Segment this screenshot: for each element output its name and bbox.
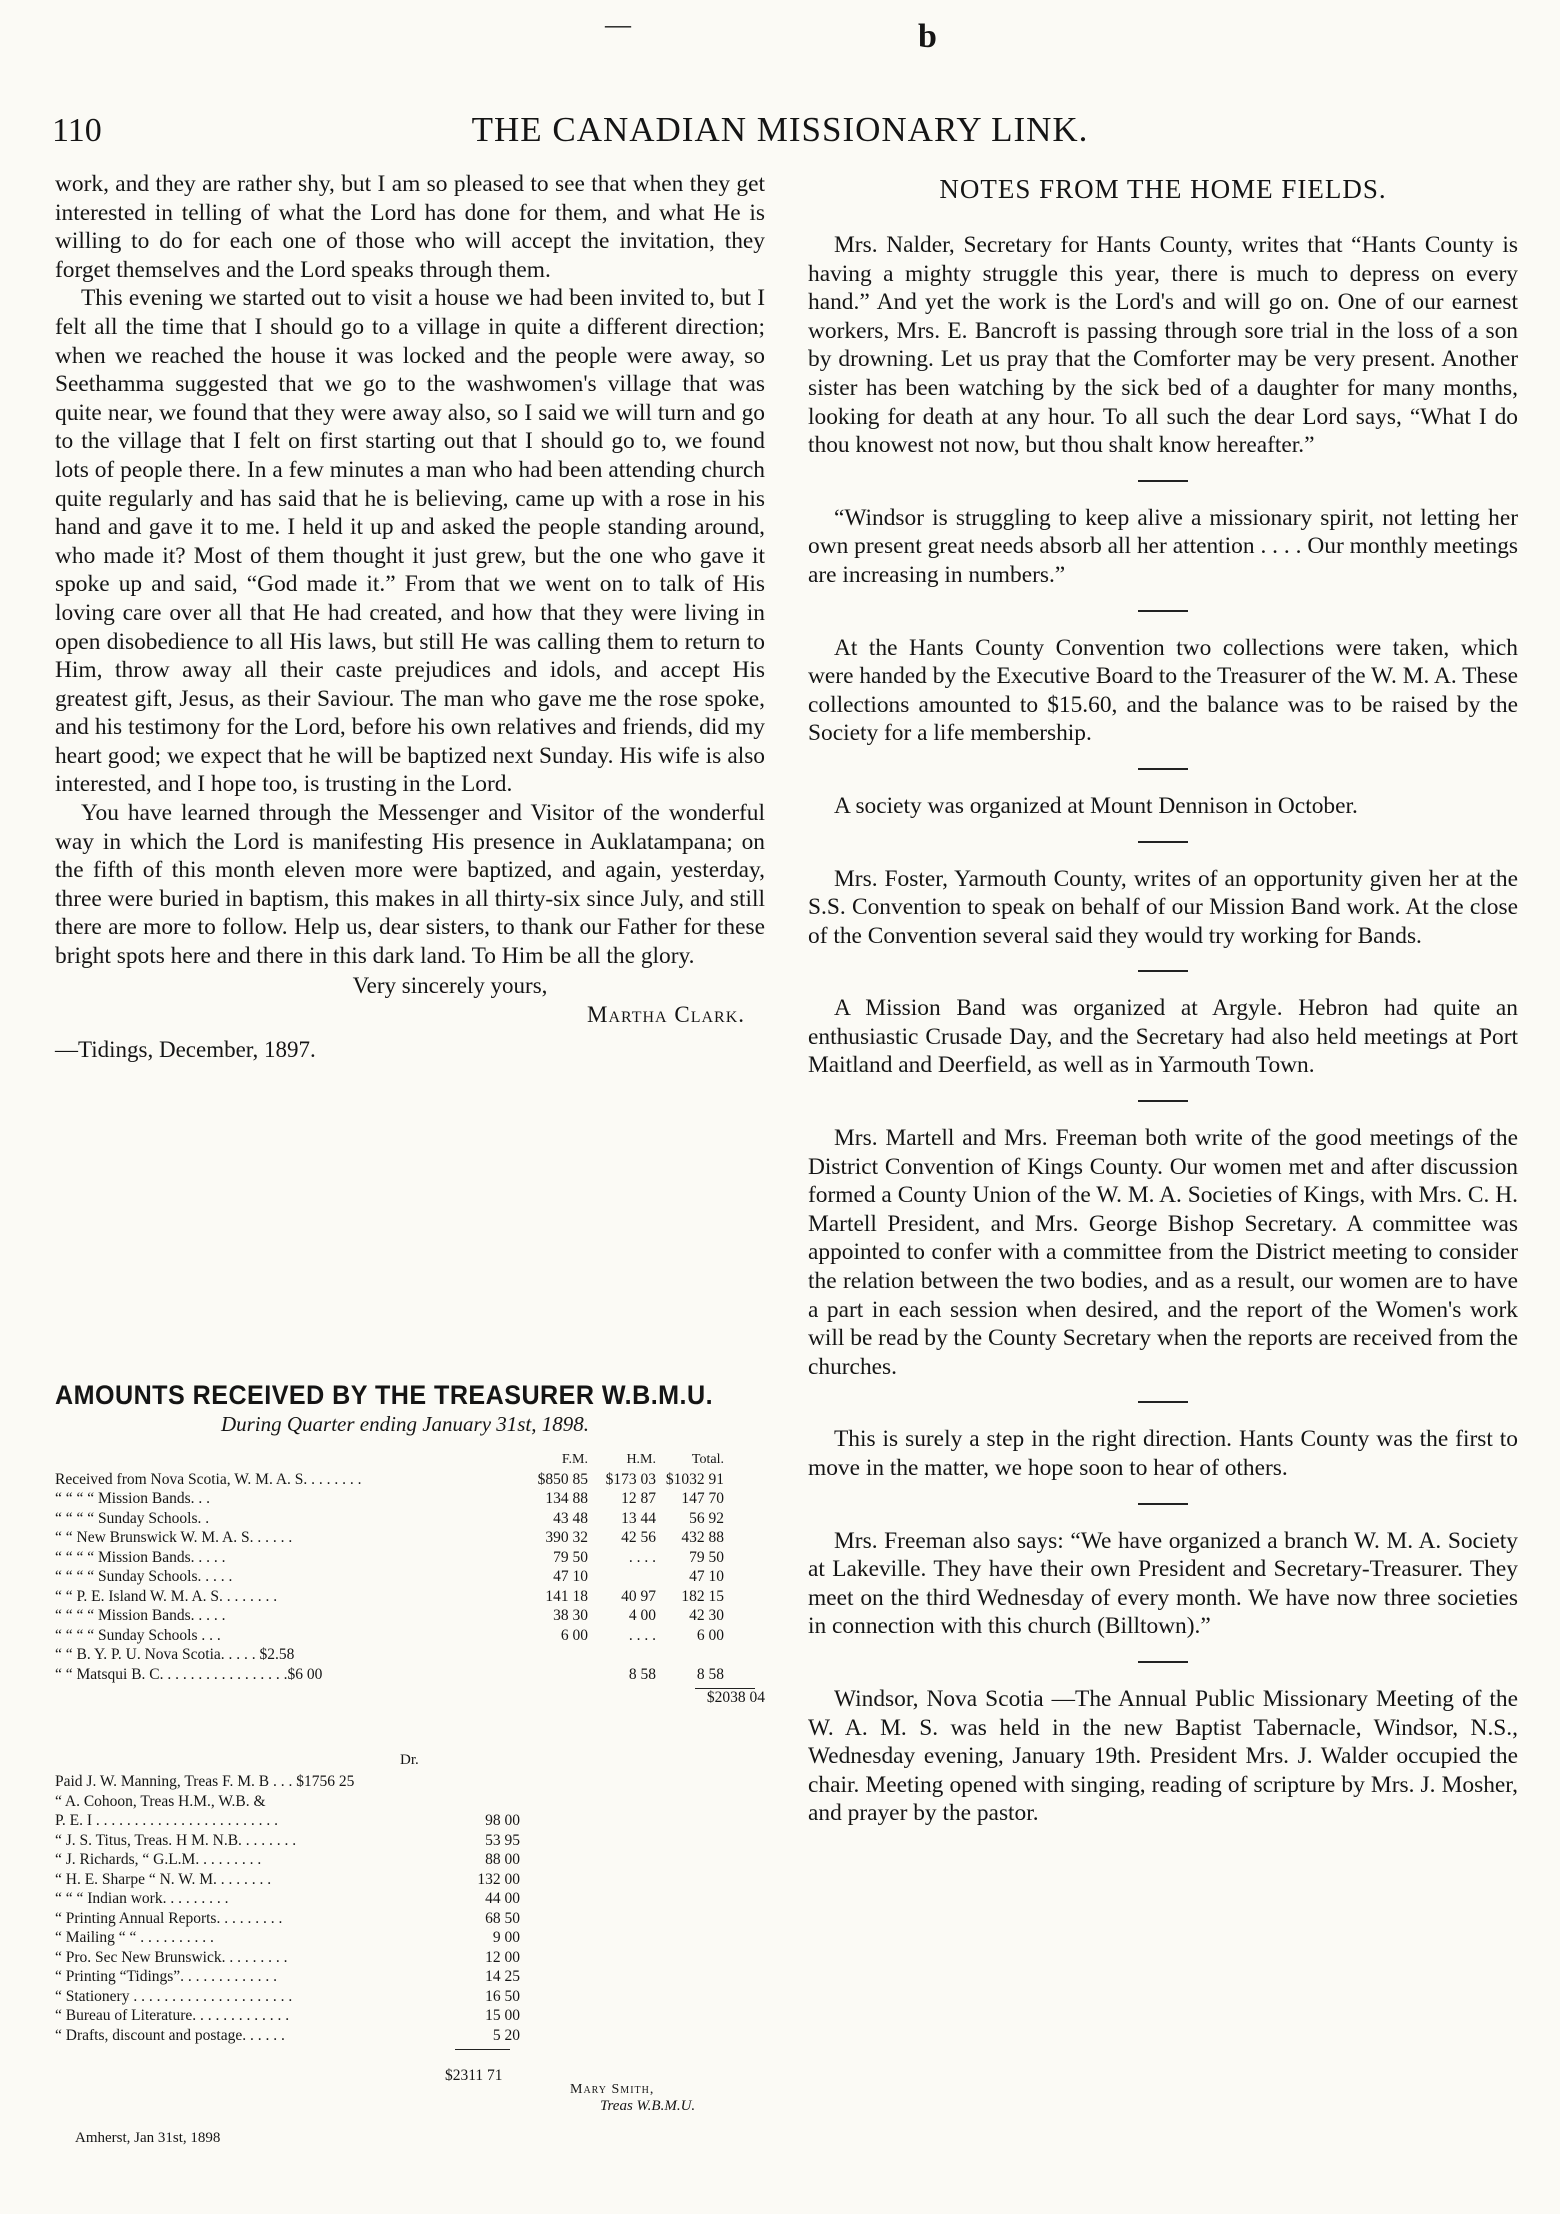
table-row (55, 1948, 555, 1968)
total-cell: 42 30 (689, 1607, 724, 1624)
note-paragraph: Mrs. Martell and Mrs. Freeman both write of the good meetings of the District Convention of Kings County. Our women met and after discussion formed a County Union of the W. M. A. Societies of Kings, with Mrs. C. H. Martell President, and Mrs. George Bishop Secretary. A committee was appointed to confer with a committee from the District meeting to consider the relation between the two bodies, and as a result, our women are to have a part in each session when desired, and the report of the Women's work will be read by the County Secretary when the reports are received from the churches. (808, 1125, 1518, 1380)
note-paragraph: Windsor, Nova Scotia —The Annual Public Missionary Meeting of the W. A. M. S. was held in the new Baptist Tabernacle, Windsor, N.S., Wednesday evening, January 19th. President Mrs. J. Walder occupied the chair. Meeting opened with singing, reading of scripture by Mrs. J. Mosher, and prayer by the pastor. (808, 1685, 1518, 1827)
accounts-subtitle: During Quarter ending January 31st, 1898. (220, 1412, 590, 1436)
total-cell: 56 92 (689, 1509, 724, 1527)
row-label: “ “ “ Indian work. . . . . . . . . (55, 1890, 229, 1907)
hm-cell: 8 58 (628, 1665, 656, 1683)
table-row (55, 1831, 555, 1851)
amount-cell: 16 50 (485, 1987, 520, 2005)
row-label: “ “ Matsqui B. C. . . . . . . . . . . . . . . . .$6 00 (55, 1665, 323, 1683)
paid-table (55, 1772, 555, 2050)
row-label: “ “ “ “ Sunday Schools. . . . . (55, 1568, 233, 1585)
divider (1138, 1503, 1188, 1505)
hm-cell: 40 97 (621, 1587, 656, 1605)
row-label: P. E. I . . . . . . . . . . . . . . . . . . . . . . . . (55, 1812, 279, 1829)
paid-rows (55, 1772, 555, 2045)
table-row (55, 1587, 765, 1607)
fm-cell (520, 1665, 588, 1685)
accounts-title: AMOUNTS RECEIVED BY THE TREASURER W.B.M.U. (55, 1380, 714, 1410)
fm-cell: 134 88 (545, 1490, 588, 1507)
total-cell: 6 00 (696, 1626, 724, 1644)
letter-source: —Tidings, December, 1897. (55, 1036, 316, 1062)
received-rows (55, 1470, 765, 1685)
column-header: H.M. (626, 1452, 656, 1467)
hm-cell: . . . . (628, 1548, 656, 1566)
top-mark: — (605, 10, 631, 39)
amount-cell: 44 00 (485, 1890, 520, 1907)
table-row (55, 1567, 765, 1587)
amount-cell: 12 00 (485, 1948, 520, 1966)
letter-signature: Martha Clark. (587, 1001, 745, 1027)
amount-cell: 132 00 (477, 1870, 520, 1888)
amount-cell: 53 95 (485, 1831, 520, 1849)
row-label: “ “ New Brunswick W. M. A. S. . . . . . (55, 1529, 293, 1546)
amount-cell: 9 00 (492, 1929, 520, 1946)
note-paragraph: At the Hants County Convention two collections were taken, which were handed by the Executive Board to the Treasurer of the W. M. A. These collections amounted to $15.60, and the balance was to be raised by the Society for a life membership. (808, 634, 1518, 747)
fm-cell: 79 50 (553, 1548, 588, 1566)
row-label: “ “ “ “ Sunday Schools . . . (55, 1626, 221, 1644)
row-label: Received from Nova Scotia, W. M. A. S. . . . . . . . (55, 1470, 362, 1488)
table-row (55, 1870, 555, 1890)
amount-cell (445, 1772, 520, 1792)
row-label: “ J. S. Titus, Treas. H M. N.B. . . . . . . . (55, 1831, 297, 1849)
row-label: “ “ “ “ Sunday Schools. . (55, 1509, 210, 1527)
hm-cell (588, 1567, 656, 1587)
table-row (55, 1928, 555, 1948)
table-row (55, 1987, 555, 2007)
hm-cell: 42 56 (621, 1529, 656, 1546)
row-label: “ Bureau of Literature. . . . . . . . . . . . . (55, 2007, 290, 2024)
fm-cell: 43 48 (553, 1509, 588, 1527)
table-row (55, 1811, 555, 1831)
table-row (55, 1967, 555, 1987)
table-row (55, 1528, 765, 1548)
row-label: “ “ B. Y. P. U. Nova Scotia. . . . . $2.58 (55, 1646, 295, 1663)
table-row (55, 2006, 555, 2026)
hm-cell (588, 1645, 656, 1665)
left-paragraph: work, and they are rather shy, but I am so pleased to see that when they get interested in telling of what the Lord has done for them, and what He is willing to do for each one of those who will accept the invitation, they forget themselves and the Lord speaks through them. (55, 171, 765, 283)
amount-cell: 98 00 (485, 1812, 520, 1829)
right-column (808, 170, 1518, 1828)
table-row (55, 1772, 555, 1792)
total-cell: 147 70 (681, 1490, 724, 1507)
amount-cell: 88 00 (485, 1851, 520, 1868)
note-paragraph: A Mission Band was organized at Argyle. Hebron had quite an enthusiastic Crusade Day, and the Secretary had also held meetings at Port Maitland and Deerfield, as well as in Yarmouth Town. (808, 995, 1518, 1079)
row-label: “ “ “ “ Mission Bands. . . (55, 1490, 210, 1507)
left-column (55, 170, 765, 1064)
amount-cell: 15 00 (485, 2007, 520, 2024)
table-row (55, 1909, 555, 1929)
divider (1138, 970, 1188, 972)
fm-cell: 390 32 (545, 1529, 588, 1546)
note-paragraph: A society was organized at Mount Dennison in October. (834, 792, 1358, 819)
row-label: “ “ “ “ Mission Bands. . . . . (55, 1548, 226, 1566)
divider (1138, 768, 1188, 770)
row-label: Paid J. W. Manning, Treas F. M. B . . . $1756 25 (55, 1773, 355, 1790)
total-cell: 432 88 (681, 1529, 724, 1546)
row-label: “ “ P. E. Island W. M. A. S. . . . . . . . (55, 1587, 278, 1605)
divider (1138, 480, 1188, 482)
place-date: Amherst, Jan 31st, 1898 (75, 2130, 221, 2146)
total-cell: 8 58 (696, 1665, 724, 1683)
note-paragraph: This is surely a step in the right direction. Hants County was the first to move in the matter, we hope soon to hear of others. (808, 1426, 1518, 1481)
total-cell (656, 1645, 724, 1665)
dr-heading: Dr. (400, 1752, 419, 1768)
total-cell: 182 15 (681, 1587, 724, 1605)
table-row (55, 2026, 555, 2046)
table-row (55, 1489, 765, 1509)
table-row (55, 1626, 765, 1646)
note-paragraph: Mrs. Foster, Yarmouth County, writes of an opportunity given her at the S.S. Convention to speak on behalf of our Mission Band work. At the close of the Convention several said they would try working for Bands. (808, 865, 1518, 949)
top-glyph: b (918, 18, 937, 55)
treasurer-name: Mary Smith, (570, 2082, 655, 2097)
total-cell: 47 10 (689, 1568, 724, 1585)
table-row (55, 1548, 765, 1568)
column-header: Total. (691, 1452, 724, 1467)
row-label: “ H. E. Sharpe “ N. W. M. . . . . . . . (55, 1870, 272, 1888)
table-row (55, 1645, 765, 1665)
divider (1138, 1401, 1188, 1403)
paid-total: $2311 71 (445, 2067, 503, 2084)
total-cell: 79 50 (689, 1548, 724, 1566)
total-cell: $1032 91 (665, 1470, 724, 1488)
row-label: “ Drafts, discount and postage. . . . . . (55, 2026, 285, 2044)
row-label: “ Mailing “ “ . . . . . . . . . . (55, 1929, 214, 1946)
table-row (55, 1850, 555, 1870)
hm-cell: 4 00 (628, 1607, 656, 1624)
received-total: $2038 04 (706, 1689, 765, 1706)
table-row (55, 1792, 555, 1812)
row-label: “ Stationery . . . . . . . . . . . . . . . . . . . . . (55, 1987, 293, 2005)
letter-closing: Very sincerely yours, (352, 972, 548, 998)
divider (1138, 610, 1188, 612)
fm-cell: $850 85 (537, 1470, 588, 1488)
table-row (55, 1889, 555, 1909)
table-row (55, 1665, 765, 1685)
hm-cell: 12 87 (621, 1490, 656, 1507)
amount-cell (445, 1792, 520, 1812)
row-label: “ “ “ “ Mission Bands. . . . . (55, 1607, 226, 1624)
table-header-row (55, 1450, 765, 1470)
hm-cell: . . . . (628, 1626, 656, 1644)
sum-rule (455, 2049, 510, 2050)
treasurer-title: Treas W.B.M.U. (600, 2098, 696, 2114)
row-label: “ Pro. Sec New Brunswick. . . . . . . . . (55, 1948, 288, 1966)
page-number: 110 (52, 112, 102, 149)
divider (1138, 1661, 1188, 1663)
note-paragraph: “Windsor is struggling to keep alive a missionary spirit, not letting her own present great needs absorb all her attention . . . . Our monthly meetings are increasing in numbers.” (808, 504, 1518, 588)
received-table (55, 1450, 765, 1707)
left-paragraph: You have learned through the Messenger and Visitor of the wonderful way in which the Lord is manifesting His presence in Auklatampana; on the fifth of this month eleven more were baptized, and again, yesterday, three were buried in baptism, this makes in all thirty-six since July, and still there are more to follow. Help us, dear sisters, to thank our Father for these bright spots here and there in this dark land. To Him be all the glory. (55, 800, 765, 970)
row-label: “ Printing “Tidings”. . . . . . . . . . . . . (55, 1968, 278, 1985)
table-row (55, 1606, 765, 1626)
fm-cell (520, 1645, 588, 1665)
table-row (55, 1509, 765, 1529)
row-label: “ Printing Annual Reports. . . . . . . . . (55, 1909, 283, 1927)
fm-cell: 6 00 (560, 1626, 588, 1644)
amount-cell: 5 20 (492, 2026, 520, 2044)
left-paragraph: This evening we started out to visit a house we had been invited to, but I felt all the time that I should go to a village in quite a different direction; when we reached the house it was locked and the people were away, so Seethamma suggested that we go to the washwomen's village that was quite near, we found that they were away also, so I said we will turn and go to the village that I felt on first starting out that I should go to, we found lots of people there. In a few minutes a man who had been attending church quite regularly and has said that he is believing, came up with a rose in his hand and gave it to me. I held it up and asked the people standing around, who made it? Most of them thought it just grew, but the one who gave it spoke up and said, “God made it.” From that we went on to talk of His loving care over all that He had created, and how that they were living in open disobedience to all His laws, but still He was calling them to return to Him, throw away all their caste prejudices and idols, and accept His greatest gift, Jesus, as their Saviour. The man who gave me the rose spoke, and his testimony for the Lord, before his own relatives and friends, did my heart good; we expect that he will be baptized next Sunday. His wife is also interested, and I hope too, is trusting in the Lord. (55, 285, 765, 798)
fm-cell: 141 18 (545, 1587, 588, 1605)
fm-cell: 47 10 (553, 1568, 588, 1585)
row-label: “ A. Cohoon, Treas H.M., W.B. & (55, 1792, 266, 1810)
fm-cell: 38 30 (553, 1607, 588, 1624)
running-title: THE CANADIAN MISSIONARY LINK. (471, 110, 1089, 149)
amount-cell: 68 50 (485, 1909, 520, 1927)
note-paragraph: Mrs. Freeman also says: “We have organized a branch W. M. A. Society at Lakeville. They have their own President and Secretary-Treasurer. They meet on the third Wednesday of every month. We have now three societies in connection with this church (Billtown).” (808, 1527, 1518, 1640)
divider (1138, 1100, 1188, 1102)
hm-cell: 13 44 (621, 1509, 656, 1527)
hm-cell: $173 03 (605, 1470, 656, 1488)
amount-cell: 14 25 (485, 1968, 520, 1985)
note-paragraph: Mrs. Nalder, Secretary for Hants County, writes that “Hants County is having a mighty struggle this year, there is much to depress on every hand.” And yet the work is the Lord's and will go on. One of our earnest workers, Mrs. E. Bancroft is passing through sore trial in the loss of a son by drowning. Let us pray that the Comforter may be very present. Another sister has been watching by the sick bed of a daughter for many months, looking for death at any hour. To all such the dear Lord says, “What I do thou knowest not now, but thou shalt know hereafter.” (808, 232, 1518, 459)
divider (1138, 841, 1188, 843)
column-header: F.M. (561, 1452, 588, 1467)
table-row (55, 1470, 765, 1490)
section-heading: NOTES FROM THE HOME FIELDS. (939, 174, 1387, 204)
row-label: “ J. Richards, “ G.L.M. . . . . . . . . (55, 1851, 262, 1868)
